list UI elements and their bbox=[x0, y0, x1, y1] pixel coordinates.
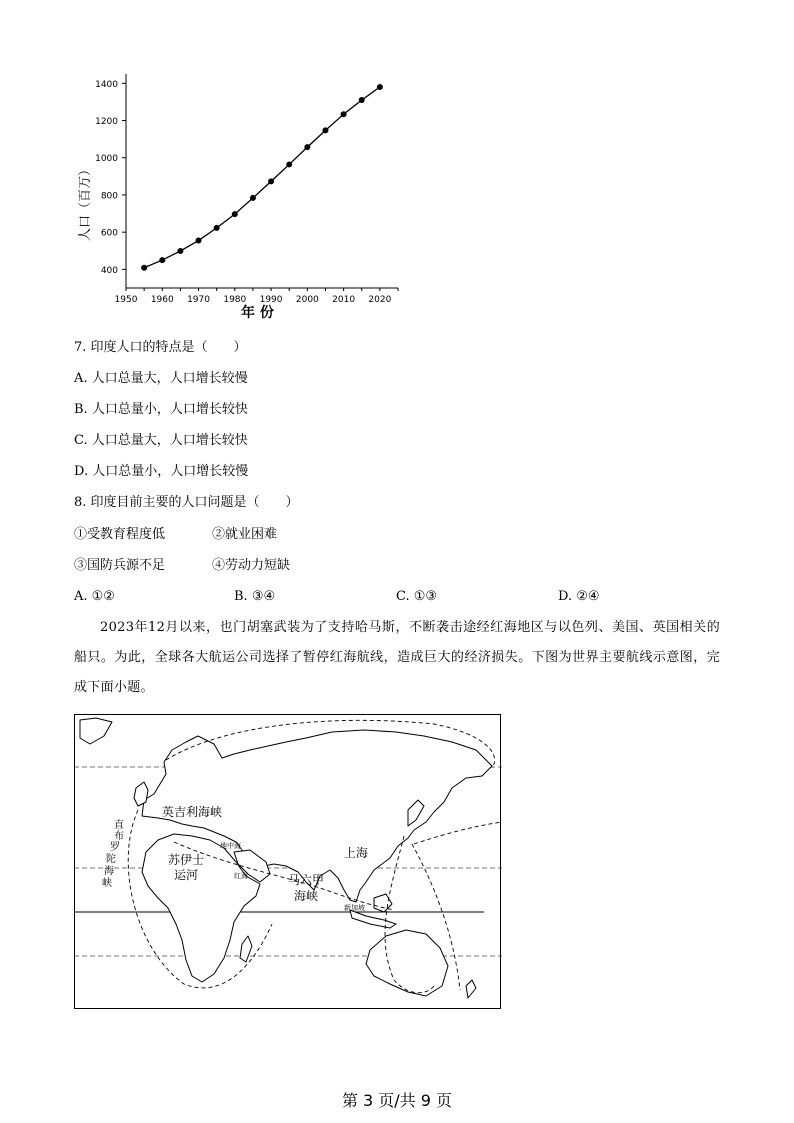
label-gibraltar-2: 布 bbox=[114, 831, 124, 842]
shipping-routes-map bbox=[74, 714, 502, 1010]
label-gibraltar-1: 直 bbox=[114, 820, 124, 831]
x-tick-label: 1990 bbox=[259, 295, 283, 305]
x-tick-label: 2010 bbox=[332, 295, 356, 305]
y-tick-label: 1200 bbox=[95, 117, 118, 128]
x-tick-label: 2000 bbox=[295, 295, 319, 305]
label-suez-2: 运河 bbox=[174, 868, 199, 882]
x-axis-label: 年 份 bbox=[241, 305, 274, 321]
x-tick-label: 1970 bbox=[187, 295, 210, 305]
data-point bbox=[286, 161, 292, 167]
data-point bbox=[177, 248, 183, 254]
data-point bbox=[250, 195, 256, 201]
y-tick-label: 1000 bbox=[95, 154, 118, 165]
data-point bbox=[214, 225, 220, 231]
x-tick-label: 2020 bbox=[368, 295, 392, 305]
q8-item-2: ②就业困难 bbox=[212, 527, 278, 542]
q8-option-c: C. ①③ bbox=[396, 589, 438, 604]
q7-option-c: C. 人口总量大，人口增长较快 bbox=[74, 433, 248, 448]
y-axis-label: 人口（百万） bbox=[78, 162, 93, 241]
q7-stem: 7. 印度人口的特点是（ ） bbox=[74, 340, 247, 355]
data-point bbox=[304, 144, 310, 150]
chart-series bbox=[141, 84, 383, 271]
q7-option-d: D. 人口总量小，人口增长较慢 bbox=[74, 464, 249, 479]
x-tick-label: 1980 bbox=[223, 295, 247, 305]
data-point bbox=[268, 178, 274, 184]
x-tick-label: 1960 bbox=[150, 295, 174, 305]
data-point bbox=[341, 111, 347, 117]
data-point bbox=[359, 97, 365, 103]
q7-option-b: B. 人口总量小，人口增长较快 bbox=[74, 402, 248, 417]
y-ticks bbox=[95, 80, 126, 276]
y-tick-label: 600 bbox=[100, 228, 118, 239]
y-tick-label: 1400 bbox=[95, 79, 118, 90]
label-gibraltar-3: 罗 bbox=[110, 842, 120, 853]
label-shanghai: 上海 bbox=[344, 846, 369, 860]
y-tick-label: 400 bbox=[100, 265, 118, 276]
label-red-sea: 红海 bbox=[234, 872, 248, 880]
q8-option-b: B. ③④ bbox=[234, 589, 276, 604]
label-malacca-2: 海峡 bbox=[294, 889, 319, 903]
label-gibraltar-5: 海 bbox=[104, 866, 114, 877]
q8-item-1: ①受教育程度低 bbox=[74, 527, 166, 542]
label-malacca-1: 马六甲 bbox=[288, 873, 325, 887]
chart-axes bbox=[126, 74, 398, 288]
q7-option-a: A. 人口总量大，人口增长较慢 bbox=[74, 371, 248, 386]
data-point bbox=[377, 84, 383, 90]
data-point bbox=[196, 238, 202, 244]
label-singapore: 新加坡 bbox=[344, 904, 365, 912]
x-tick-label: 1950 bbox=[114, 295, 138, 305]
label-gibraltar-4: 陀 bbox=[106, 854, 116, 865]
label-english-channel: 英吉利海峡 bbox=[162, 805, 223, 819]
label-mediterranean: 地中海 bbox=[220, 842, 241, 850]
x-ticks bbox=[115, 288, 398, 305]
q8-option-a: A. ①② bbox=[74, 589, 115, 604]
label-suez-1: 苏伊士 bbox=[168, 853, 205, 867]
q8-item-3: ③国防兵源不足 bbox=[74, 558, 166, 573]
data-point bbox=[159, 257, 165, 263]
page-footer: 第 3 页/共 9 页 bbox=[341, 1091, 453, 1110]
q8-option-d: D. ②④ bbox=[558, 589, 600, 604]
q8-item-4: ④劳动力短缺 bbox=[212, 558, 291, 573]
passage-text: 2023年12月以来，也门胡塞武装为了支持哈马斯，不断袭击途经红海地区与以色列、美国、英国相关的船只。为此，全球各大航运公司选择了暂停红海航线，造成巨大的经济损失。下图为世界主要航线示意图，完成下面小题。 bbox=[74, 620, 720, 695]
label-gibraltar-6: 峡 bbox=[102, 878, 112, 889]
y-tick-label: 800 bbox=[100, 191, 118, 202]
data-point bbox=[322, 127, 328, 133]
data-point bbox=[232, 211, 238, 217]
population-line-chart bbox=[70, 66, 410, 326]
data-point bbox=[141, 265, 147, 271]
q8-stem: 8. 印度目前主要的人口问题是（ ） bbox=[74, 495, 299, 510]
